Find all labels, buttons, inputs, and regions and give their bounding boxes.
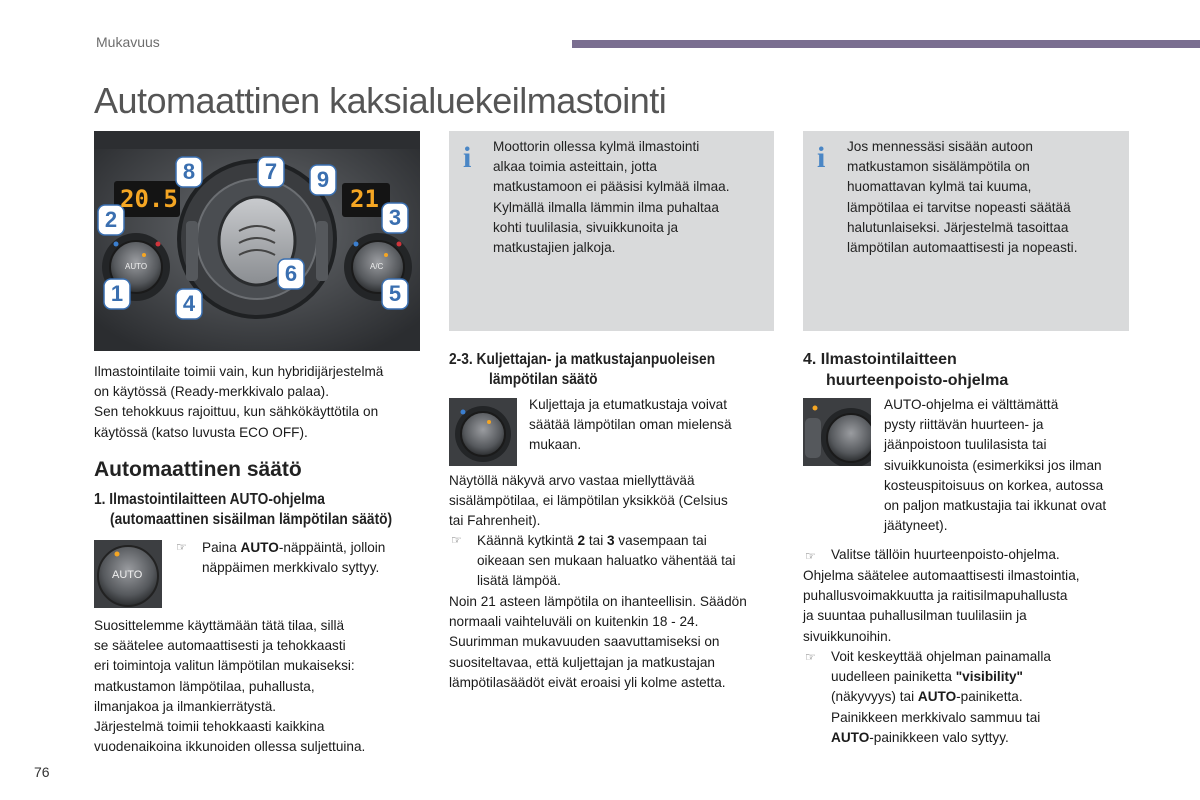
- knob-right-label: A/C: [370, 262, 384, 271]
- text-span: uudelleen painiketta: [831, 669, 956, 685]
- text-line: tai Fahrenheit).: [449, 513, 541, 529]
- text-line: kosteuspitoisuus on korkea, autossa: [884, 477, 1104, 493]
- temp-knob-icon: [449, 398, 517, 466]
- text-line: matkustamon lämpötilaa, puhallusta,: [94, 678, 315, 694]
- knob-left-label: AUTO: [125, 262, 148, 271]
- defrost-knob-icon: [803, 398, 871, 466]
- info-text: [493, 137, 764, 258]
- page-title: Automaattinen kaksialuekeilmastointi: [94, 80, 667, 121]
- text-line: [831, 667, 1131, 687]
- text-line: lämpötilan automaattisesti ja nopeasti.: [847, 240, 1078, 256]
- text-line: pysty riittävän huurteen- ja: [884, 417, 1044, 433]
- climate-panel-image: [94, 131, 420, 351]
- text-line: [831, 728, 1131, 748]
- text-line: eri toimintoja valitun lämpötilan mukaiseksi:: [94, 658, 355, 674]
- text-line: on käytössä (Ready-merkkivalo palaa).: [94, 384, 329, 400]
- callout-1: 1: [110, 281, 124, 306]
- info-icon: i: [817, 141, 826, 174]
- text-line: vuodenaikoina ikkunoiden ollessa suljettuina.: [94, 739, 366, 755]
- defrost-heading-sub: huurteenpoisto-ohjelma: [826, 372, 1009, 389]
- text-line: matkustamon sisälämpötila on: [847, 159, 1030, 175]
- callout-7: 7: [264, 159, 278, 184]
- text-line: Kuljettaja ja etumatkustaja voivat: [529, 397, 727, 412]
- turn-knob-instruction: [477, 531, 777, 592]
- auto-knob-label: AUTO: [112, 569, 143, 581]
- text-line: ja suuntaa puhallusilman tuulilasiin ja: [803, 608, 1027, 624]
- text-line: jäätyneet).: [884, 518, 948, 534]
- text-line: normaali vaihteluväli on kuitenkin 18 - 24.: [449, 614, 699, 630]
- intro-paragraph: [94, 362, 424, 443]
- text-line: säätää lämpötilan oman mielensä: [529, 417, 732, 433]
- text-line: alkaa toimia asteittain, jotta: [493, 159, 657, 175]
- temp-thumb-text: [529, 395, 774, 456]
- text-line: sisälämpötilaa, ei lämpötilan yksikköä (Celsius: [449, 493, 728, 509]
- knob-number: 3: [607, 533, 615, 548]
- text-line: [831, 687, 1131, 707]
- temp-knob-thumbnail: [449, 398, 517, 466]
- text-line: lämpötilasäädöt eivät eroaisi yli kolme astetta.: [449, 674, 726, 690]
- temp-heading: 2-3. Kuljettajan- ja matkustajanpuoleisen: [449, 351, 716, 368]
- text-line: AUTO-ohjelma ei välttämättä: [884, 397, 1059, 412]
- text-line: se säätelee automaattisesti ja tehokkaasti: [94, 638, 346, 654]
- text-span: Paina: [202, 540, 241, 555]
- text-line: huomattavan kylmä tai kuuma,: [847, 179, 1032, 195]
- visibility-keyword: "visibility": [955, 669, 1024, 685]
- text-line: suositeltavaa, että kuljettajan ja matkustajan: [449, 654, 715, 670]
- select-defrost-instruction: Valitse tällöin huurteenpoisto-ohjelma.: [831, 547, 1060, 562]
- text-span: -painikkeen valo syttyy.: [869, 729, 1009, 745]
- subsection-heading-1-sub: (automaattinen sisäilman lämpötilan säätö): [110, 511, 393, 528]
- subsection-heading-1: 1. Ilmastointilaitteen AUTO-ohjelma: [94, 491, 325, 508]
- display-right: 21: [350, 185, 379, 213]
- text-span: -painiketta.: [956, 689, 1023, 705]
- text-line: näppäimen merkkivalo syttyy.: [202, 560, 380, 576]
- text-line: käytössä (katso luvusta ECO OFF).: [94, 424, 308, 440]
- callout-8: 8: [182, 159, 196, 184]
- info-box-cabin-temp: [803, 131, 1129, 331]
- text-line: Noin 21 asteen lämpötila on ihanteellisin. Säädön: [449, 594, 747, 609]
- text-line: lämpötilaa ei tarvitse nopeasti säätää: [847, 199, 1071, 215]
- callout-9: 9: [316, 167, 330, 192]
- bullet-icon: ☞: [805, 650, 816, 664]
- text-line: kohti tuulilasia, sivuikkunoita ja: [493, 219, 679, 235]
- text-line: Järjestelmä toimii tehokkaasti kaikkina: [94, 719, 325, 735]
- text-line: Suurimman mukavuuden saavuttamiseksi on: [449, 634, 720, 650]
- text-span: Käännä kytkintä: [477, 533, 578, 548]
- bullet-icon: ☞: [451, 533, 462, 547]
- defrost-description: [803, 566, 1133, 647]
- text-line: [477, 531, 777, 551]
- text-line: sivuikkunoista (esimerkiksi jos ilman: [884, 457, 1102, 473]
- text-line: ilmanjakoa ja ilmankierrätystä.: [94, 698, 277, 714]
- defrost-button-thumbnail: [803, 398, 871, 466]
- text-line: [202, 538, 422, 558]
- defrost-heading: 4. Ilmastointilaitteen: [803, 351, 957, 368]
- cancel-defrost-instruction: [831, 647, 1131, 748]
- text-line: Moottorin ollessa kylmä ilmastointi: [493, 139, 700, 154]
- text-line: on paljon matkustajia tai ikkunat ovat: [884, 498, 1107, 514]
- text-line: halutunlaiseksi. Järjestelmä tasoittaa: [847, 219, 1069, 235]
- auto-keyword: AUTO: [240, 540, 279, 555]
- section-heading: Automaattinen säätö: [94, 458, 302, 481]
- text-line: matkustamoon ei pääsisi kylmää ilmaa.: [493, 179, 730, 195]
- ideal-temp-paragraph: [449, 592, 779, 693]
- callout-3: 3: [388, 205, 402, 230]
- temp-heading-sub: lämpötilan säätö: [489, 371, 598, 388]
- text-line: Painikkeen merkkivalo sammuu tai: [831, 709, 1041, 725]
- text-line: oikeaan sen mukaan haluatko vähentää tai: [477, 553, 736, 569]
- header-accent-bar: [572, 40, 1200, 48]
- text-line: Kylmällä ilmalla lämmin ilma puhaltaa: [493, 199, 719, 215]
- text-span: -näppäintä, jolloin: [278, 540, 386, 555]
- auto-keyword: AUTO: [917, 689, 957, 705]
- text-line: sivuikkunoihin.: [803, 628, 892, 644]
- text-span: (näkyvyys) tai: [831, 689, 918, 705]
- text-line: matkustajien jalkoja.: [493, 240, 616, 256]
- text-line: Näytöllä näkyvä arvo vastaa miellyttävää: [449, 473, 695, 488]
- text-line: Jos mennessäsi sisään autoon: [847, 139, 1033, 154]
- text-line: Sen tehokkuus rajoittuu, kun sähkökäyttötila on: [94, 404, 379, 420]
- section-label: Mukavuus: [96, 34, 160, 50]
- display-value-paragraph: [449, 471, 779, 532]
- callout-4: 4: [182, 291, 196, 316]
- callout-2: 2: [104, 207, 118, 232]
- text-line: puhallusvoimakkuutta ja raitisilmapuhallusta: [803, 588, 1068, 604]
- callout-6: 6: [284, 261, 298, 286]
- text-span: tai: [585, 533, 607, 548]
- text-line: jäänpoistoon tuulilasista tai: [884, 437, 1047, 453]
- text-line: Suosittelemme käyttämään tätä tilaa, sillä: [94, 618, 345, 633]
- defrost-thumb-text: [884, 395, 1134, 536]
- display-left: 20.5: [120, 185, 178, 213]
- bullet-icon: ☞: [176, 540, 187, 554]
- text-line: Ilmastointilaite toimii vain, kun hybridijärjestelmä: [94, 364, 384, 379]
- callout-5: 5: [388, 281, 402, 306]
- text-line: lisätä lämpöä.: [477, 573, 561, 589]
- info-icon: i: [463, 141, 472, 174]
- bullet-icon: ☞: [805, 549, 816, 563]
- text-span: vasempaan tai: [614, 533, 707, 548]
- auto-button-thumbnail: [94, 540, 162, 608]
- climate-panel-illustration: [94, 131, 420, 351]
- page-number: 76: [34, 764, 50, 780]
- recommendation-paragraph: [94, 616, 424, 757]
- text-line: Ohjelma säätelee automaattisesti ilmastointia,: [803, 568, 1080, 583]
- press-auto-instruction: [202, 538, 422, 578]
- info-box-cold-engine: [449, 131, 774, 331]
- auto-keyword: AUTO: [831, 729, 870, 745]
- info-text: [847, 137, 1119, 258]
- knob-number: 2: [577, 533, 586, 548]
- text-line: mukaan.: [529, 437, 582, 453]
- text-line: Voit keskeyttää ohjelman painamalla: [831, 649, 1051, 664]
